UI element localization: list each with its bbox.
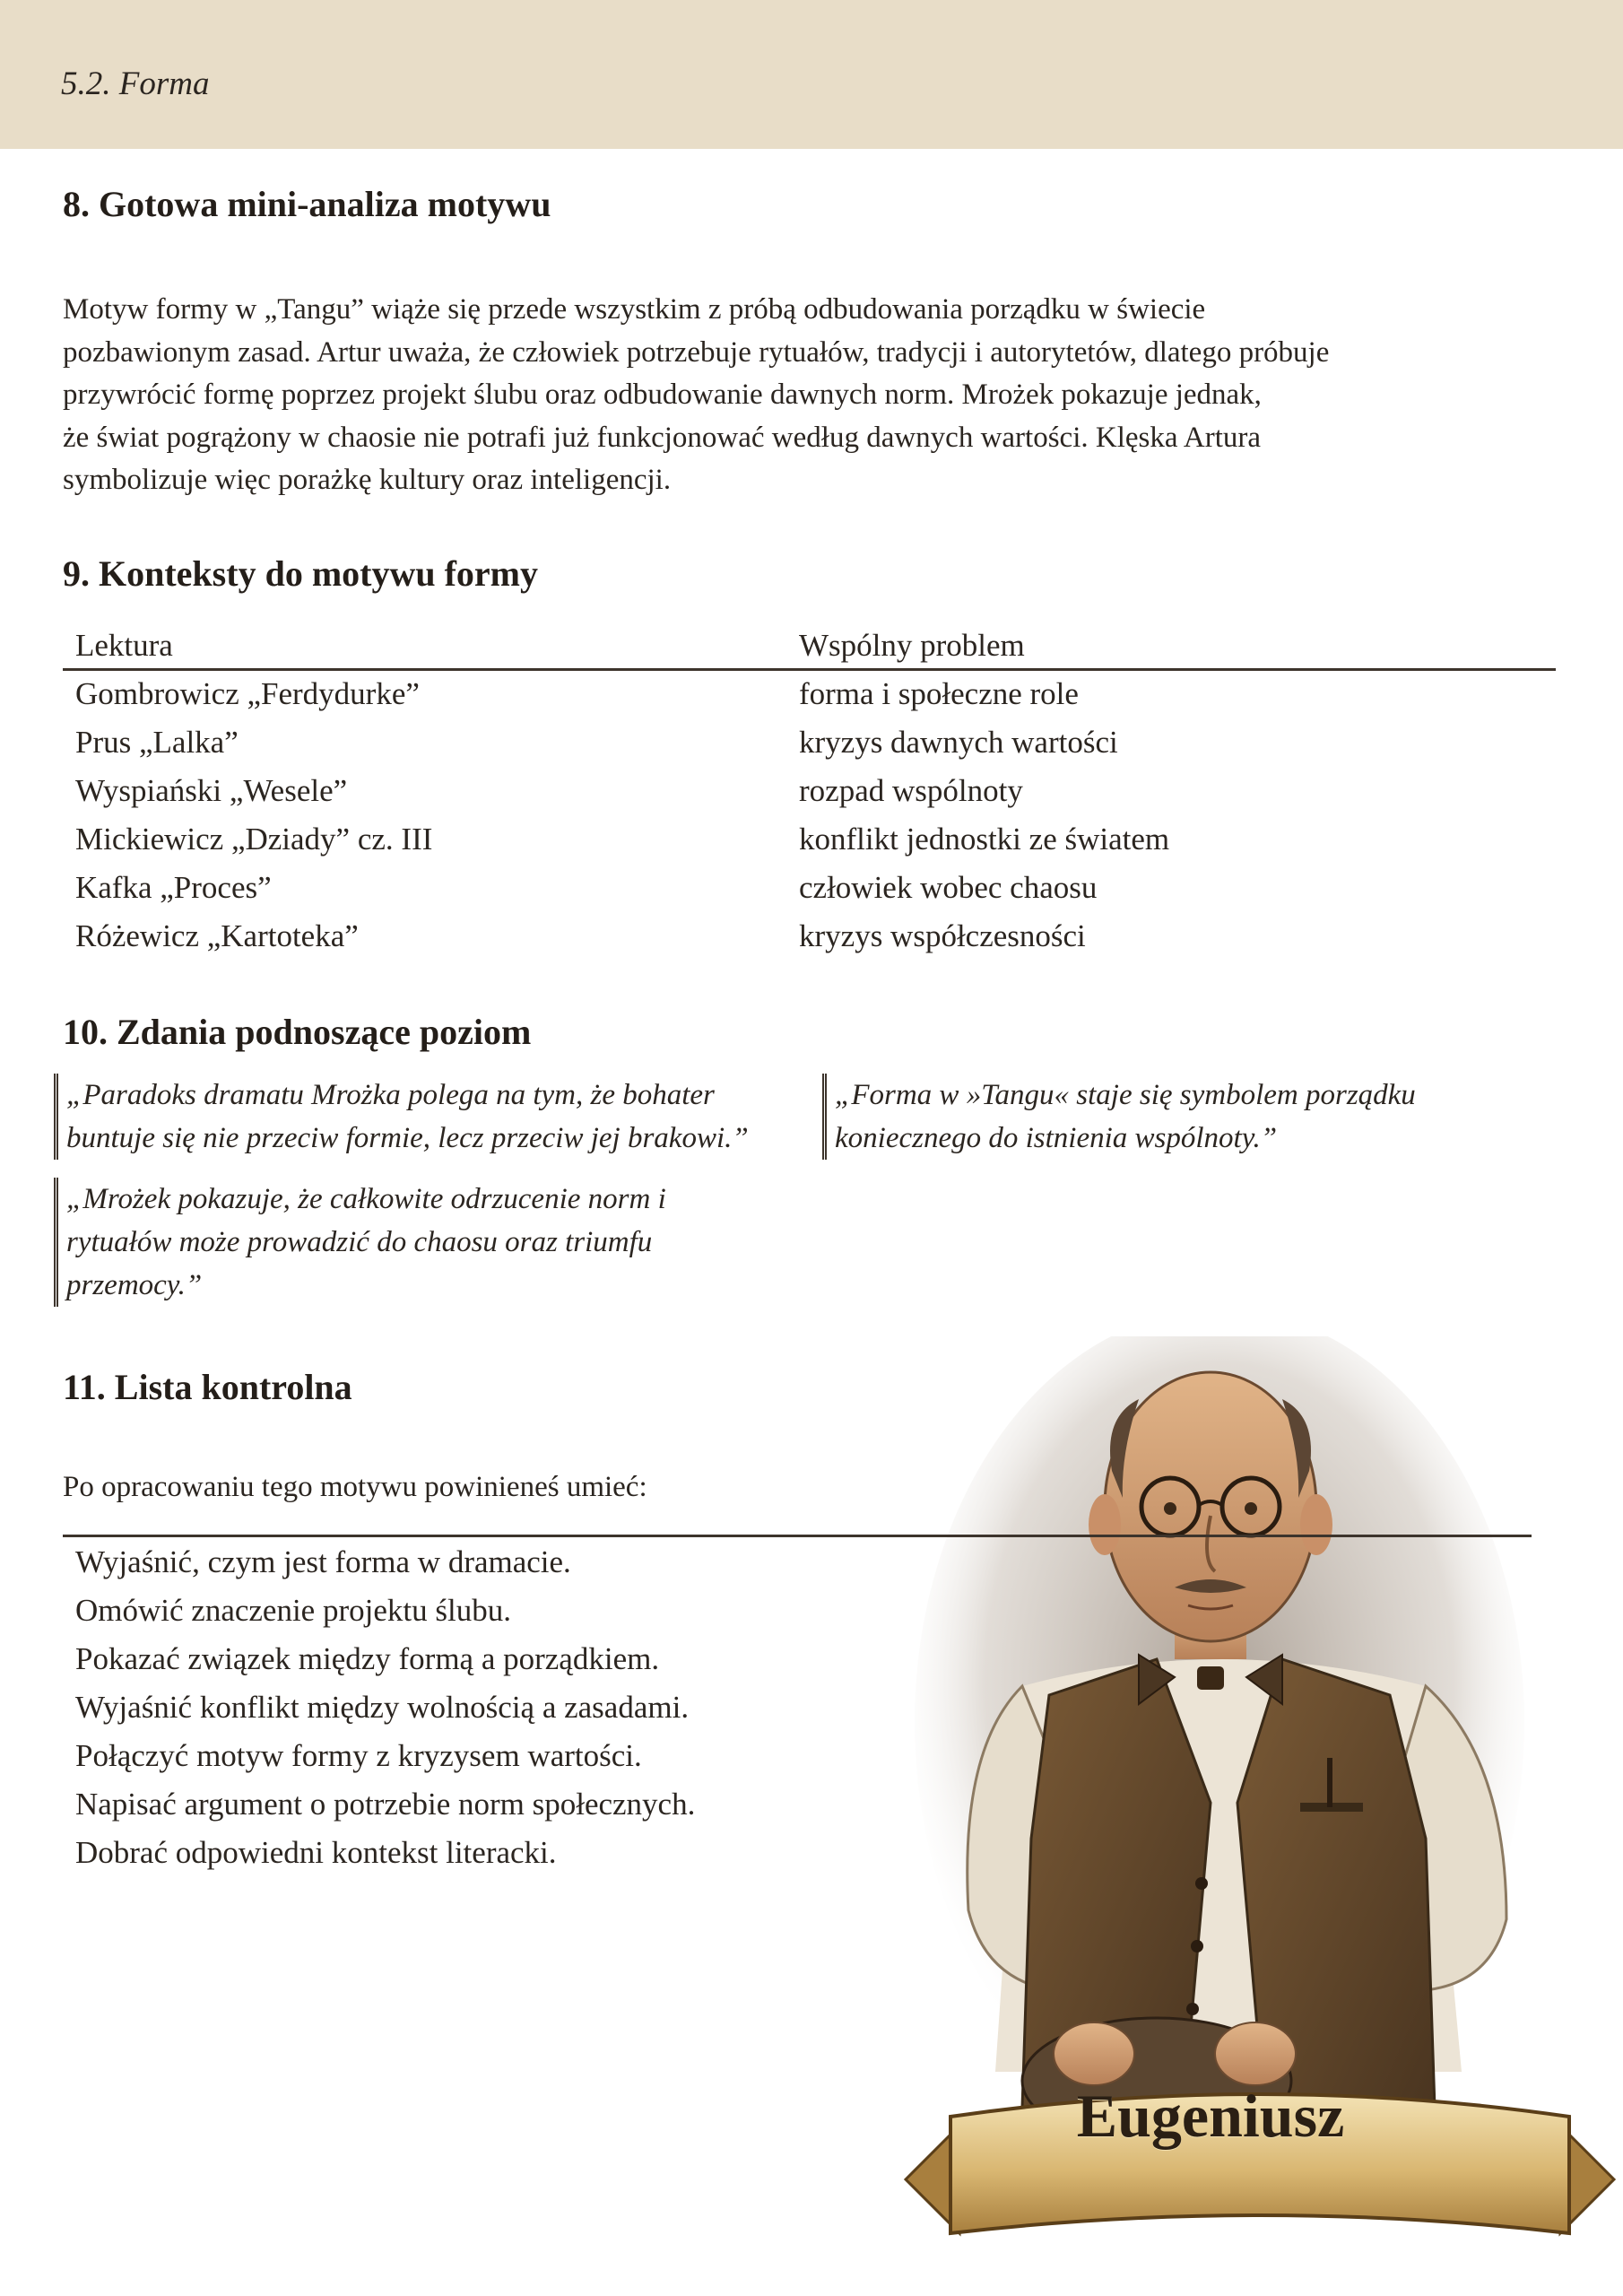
paragraph-line: przywrócić formę poprzez projekt ślubu oraz odbudowanie dawnych norm. Mrożek pokazuje jednak,	[63, 378, 1262, 411]
table-row	[0, 870, 1623, 918]
quote-line: „Forma w »Tangu« staje się symbolem porządku	[835, 1079, 1416, 1111]
table-row	[0, 725, 1623, 773]
table-row	[0, 822, 1623, 870]
paragraph-line: pozbawionym zasad. Artur uważa, że człowiek potrzebuje rytuałów, tradycji i autorytetów, dlatego próbuje	[63, 335, 1330, 369]
quote-line: rytuałów może prowadzić do chaosu oraz triumfu	[66, 1226, 653, 1258]
page-header	[0, 0, 1623, 149]
table-cell-work: Prus „Lalka”	[75, 725, 239, 760]
mini-analysis-paragraph	[63, 289, 1551, 502]
checklist-item: Wyjaśnić, czym jest forma w dramacie.	[75, 1544, 571, 1579]
section-8-heading: 8. Gotowa mini-analiza motywu	[63, 184, 551, 224]
table-row	[0, 676, 1623, 725]
table-cell-work: Gombrowicz „Ferdydurke”	[75, 676, 420, 711]
table-cell-problem: kryzys dawnych wartości	[799, 725, 1118, 760]
character-name-banner: Eugeniusz	[1076, 2082, 1345, 2150]
checklist-item: Pokazać związek między formą a porządkiem.	[75, 1641, 660, 1676]
quote-block	[54, 1178, 666, 1307]
paragraph-line: symbolizuje więc porażkę kultury oraz inteligencji.	[63, 464, 672, 496]
table-row	[0, 773, 1623, 822]
checklist-item: Dobrać odpowiedni kontekst literacki.	[75, 1835, 557, 1870]
paragraph-line: Motyw formy w „Tangu” wiąże się przede wszystkim z próbą odbudowania porządku w świecie	[63, 293, 1206, 326]
section-10-heading: 10. Zdania podnoszące poziom	[63, 1012, 532, 1052]
table-cell-work: Kafka „Proces”	[75, 870, 272, 905]
checklist-rule	[63, 1535, 1532, 1537]
table-cell-work: Mickiewicz „Dziady” cz. III	[75, 822, 433, 857]
table-header-work: Lektura	[75, 628, 173, 663]
table-cell-problem: forma i społeczne role	[799, 676, 1079, 711]
quote-line: buntuje się nie przeciw formie, lecz przeciw jej brakowi.”	[66, 1122, 749, 1154]
table-cell-work: Różewicz „Kartoteka”	[75, 918, 359, 953]
quote-line: „Mrożek pokazuje, że całkowite odrzucenie norm i	[66, 1183, 666, 1215]
quote-line: „Paradoks dramatu Mrożka polega na tym, że bohater	[66, 1079, 715, 1111]
checklist-item: Napisać argument o potrzebie norm społecznych.	[75, 1787, 696, 1822]
section-11-heading: 11. Lista kontrolna	[63, 1367, 352, 1407]
paragraph-line: że świat pogrążony w chaosie nie potrafi już funkcjonować według dawnych wartości. Klęska Artura	[63, 421, 1262, 454]
quote-line: przemocy.”	[66, 1269, 203, 1301]
table-cell-work: Wyspiański „Wesele”	[75, 773, 348, 808]
table-cell-problem: człowiek wobec chaosu	[799, 870, 1098, 905]
table-row	[0, 918, 1623, 967]
checklist-intro: Po opracowaniu tego motywu powinieneś umieć:	[63, 1471, 647, 1503]
table-header-problem: Wspólny problem	[799, 628, 1025, 663]
checklist-item: Omówić znaczenie projektu ślubu.	[75, 1593, 511, 1628]
table-cell-problem: kryzys współczesności	[799, 918, 1086, 953]
quote-block	[54, 1074, 749, 1160]
table-cell-problem: konflikt jednostki ze światem	[799, 822, 1170, 857]
table-cell-problem: rozpad wspólnoty	[799, 773, 1023, 808]
section-label: 5.2. Forma	[61, 65, 210, 102]
section-9-heading: 9. Konteksty do motywu formy	[63, 553, 538, 594]
quote-line: koniecznego do istnienia wspólnoty.”	[835, 1122, 1278, 1154]
checklist-item: Wyjaśnić konflikt między wolnością a zasadami.	[75, 1690, 690, 1725]
table-header-rule	[63, 668, 1556, 671]
quote-block	[822, 1074, 1416, 1160]
checklist-item: Połączyć motyw formy z kryzysem wartości.	[75, 1738, 642, 1773]
